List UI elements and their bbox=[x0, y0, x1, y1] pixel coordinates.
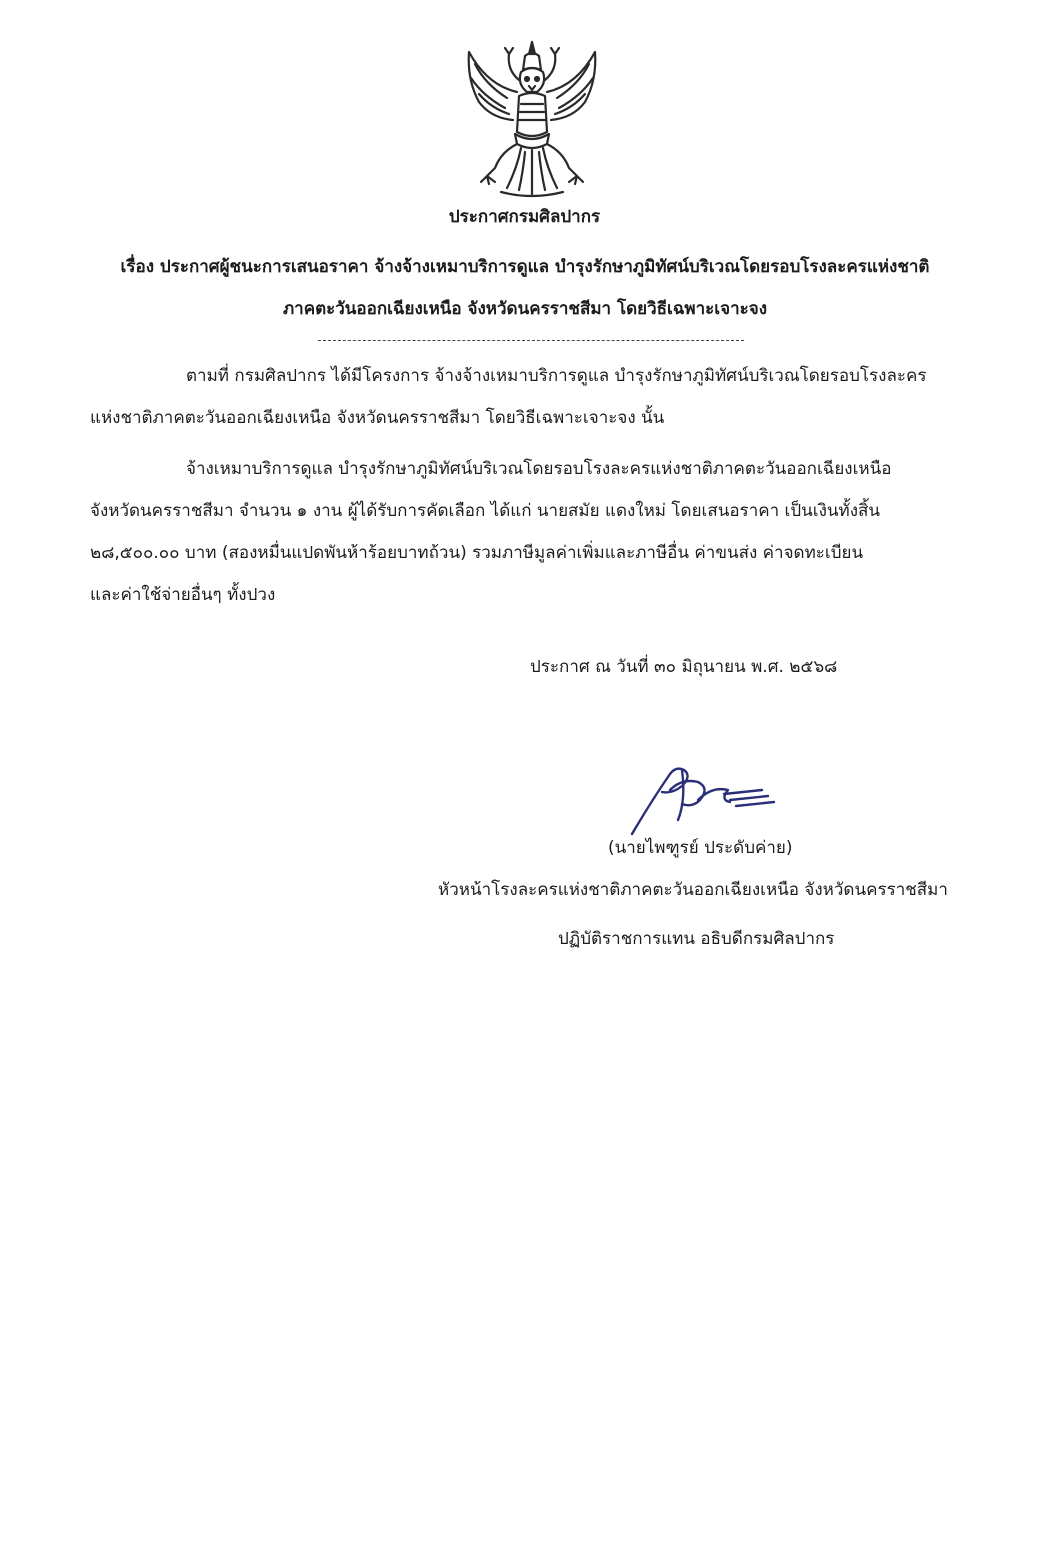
signatory-title: หัวหน้าโรงละครแห่งชาติภาคตะวันออกเฉียงเหนือ จังหวัดนครราชสีมา bbox=[438, 880, 948, 900]
announcement-subject bbox=[60, 246, 990, 330]
paragraph-award bbox=[90, 448, 950, 616]
signatory-acting-capacity: ปฏิบัติราชการแทน อธิบดีกรมศิลปากร bbox=[558, 929, 835, 949]
signatory-name: (นายไพฑูรย์ ประดับค่าย) bbox=[608, 838, 793, 858]
announcement-date: ประกาศ ณ วันที่ ๓๐ มิถุนายน พ.ศ. ๒๕๖๘ bbox=[530, 657, 838, 677]
paragraph-1-line-2: แห่งชาติภาคตะวันออกเฉียงเหนือ จังหวัดนครราชสีมา โดยวิธีเฉพาะเจาะจง นั้น bbox=[90, 408, 665, 428]
paragraph-1-line-1: ตามที่ กรมศิลปากร ได้มีโครงการ จ้างจ้างเหมาบริการดูแล บำรุงรักษาภูมิทัศน์บริเวณโดยรอบโรงละคร bbox=[186, 366, 927, 386]
paragraph-2-line-1: จ้างเหมาบริการดูแล บำรุงรักษาภูมิทัศน์บริเวณโดยรอบโรงละครแห่งชาติภาคตะวันออกเฉียงเหนือ bbox=[186, 459, 892, 479]
subject-line-1: เรื่อง ประกาศผู้ชนะการเสนอราคา จ้างจ้างเหมาบริการดูแล บำรุงรักษาภูมิทัศน์บริเวณโดยรอบโรงละครแห่งชาติ bbox=[120, 257, 930, 277]
paragraph-2-line-2: จังหวัดนครราชสีมา จำนวน ๑ งาน ผู้ได้รับการคัดเลือก ได้แก่ นายสมัย แดงใหม่ โดยเสนอราคา เป็นเงินทั้งสิ้น bbox=[90, 501, 881, 521]
issuing-agency-title: ประกาศกรมศิลปากร bbox=[448, 207, 601, 227]
paragraph-2-line-3: ๒๘,๕๐๐.๐๐ บาท (สองหมื่นแปดพันห้าร้อยบาทถ้วน) รวมภาษีมูลค่าเพิ่มและภาษีอื่น ค่าขนส่ง ค่าจดทะเบียน bbox=[90, 543, 864, 563]
divider-line bbox=[318, 340, 744, 341]
garuda-emblem-icon bbox=[457, 40, 607, 200]
paragraph-background bbox=[90, 355, 950, 439]
subject-line-2: ภาคตะวันออกเฉียงเหนือ จังหวัดนครราชสีมา โดยวิธีเฉพาะเจาะจง bbox=[282, 299, 768, 319]
handwritten-signature bbox=[612, 760, 792, 840]
paragraph-2-line-4: และค่าใช้จ่ายอื่นๆ ทั้งปวง bbox=[90, 585, 276, 605]
